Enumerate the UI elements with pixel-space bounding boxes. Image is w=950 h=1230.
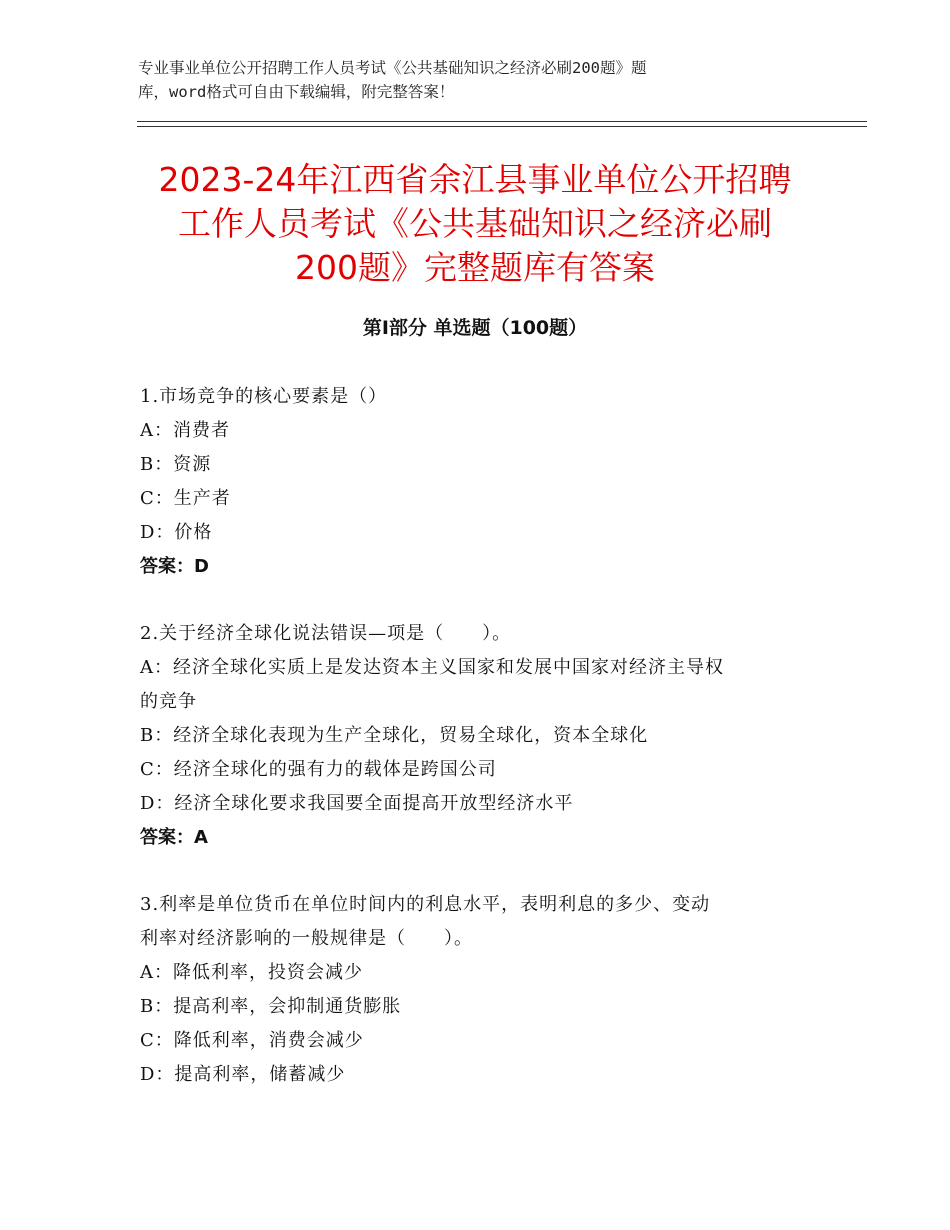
question-stem: 2.关于经济全球化说法错误—项是（ ）。: [140, 623, 512, 644]
option-d: D：价格: [140, 522, 213, 543]
document-title-line-2: 工作人员考试《公共基础知识之经济必刷: [178, 204, 772, 243]
document-title-line-1: 2023-24年江西省余江县事业单位公开招聘: [158, 160, 792, 199]
document-title-line-3: 200题》完整题库有答案: [295, 248, 655, 287]
header-divider: [137, 121, 867, 127]
question-list: [140, 380, 820, 1125]
option-a-continued: 的竞争: [140, 691, 197, 712]
option-a: A：消费者: [140, 420, 230, 441]
header-note-line-2: 库，word格式可自由下载编辑，附完整答案！: [138, 83, 455, 101]
option-d: D：提高利率，储蓄减少: [140, 1064, 346, 1085]
header-note: [138, 56, 818, 104]
question-3: [140, 888, 820, 1092]
part-heading: 第Ⅰ部分 单选题（100题）: [362, 317, 588, 339]
option-c: C：降低利率，消费会减少: [140, 1030, 364, 1051]
header-note-line-1: 专业事业单位公开招聘工作人员考试《公共基础知识之经济必刷200题》题: [138, 59, 647, 77]
option-a: A：经济全球化实质上是发达资本主义国家和发展中国家对经济主导权: [140, 657, 724, 678]
option-a: A：降低利率，投资会减少: [140, 962, 363, 983]
question-2: [140, 617, 820, 855]
answer-label: 答案：A: [140, 827, 208, 848]
option-b: B：经济全球化表现为生产全球化，贸易全球化，资本全球化: [140, 725, 649, 746]
option-c: C：经济全球化的强有力的载体是跨国公司: [140, 759, 497, 780]
answer-label: 答案：D: [140, 556, 209, 577]
option-c: C：生产者: [140, 488, 231, 509]
question-stem: 3.利率是单位货币在单位时间内的利息水平，表明利息的多少、变动: [140, 894, 711, 915]
question-stem-continued: 利率对经济影响的一般规律是（ ）。: [140, 928, 473, 949]
question-1: [140, 380, 820, 584]
question-stem: 1.市场竞争的核心要素是（）: [140, 386, 388, 407]
option-b: B：提高利率，会抑制通货膨胀: [140, 996, 402, 1017]
option-d: D：经济全球化要求我国要全面提高开放型经济水平: [140, 793, 574, 814]
option-b: B：资源: [140, 454, 212, 475]
document-title: [120, 158, 830, 290]
